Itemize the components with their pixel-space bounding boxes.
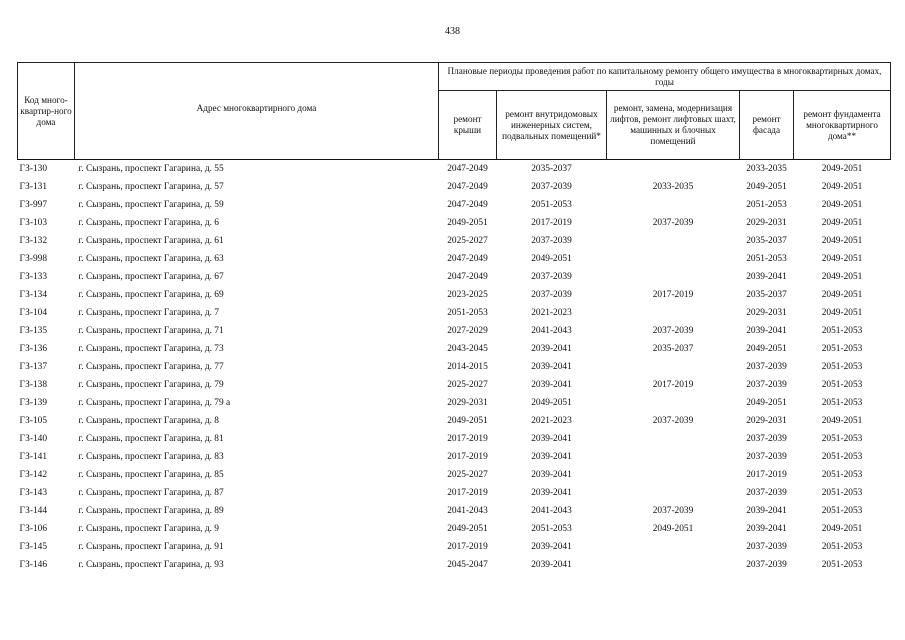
cell-roof: 2041-2043 bbox=[447, 506, 488, 516]
cell-engineering: 2049-2051 bbox=[531, 398, 572, 408]
cell-facade: 2037-2039 bbox=[746, 434, 787, 444]
cell-elevators: 2035-2037 bbox=[652, 344, 694, 354]
cell-code: ГЗ-130 bbox=[19, 164, 48, 174]
cell-address: г. Сызрань, проспект Гагарина, д. 69 bbox=[78, 290, 224, 300]
cell-code: ГЗ-132 bbox=[19, 236, 48, 246]
table-row bbox=[18, 178, 891, 196]
cell-code: ГЗ-103 bbox=[19, 218, 48, 228]
cell-code: ГЗ-143 bbox=[19, 488, 48, 498]
cell-elevators: 2033-2035 bbox=[652, 182, 694, 192]
cell-engineering: 2037-2039 bbox=[531, 290, 572, 300]
cell-code: ГЗ-136 bbox=[19, 344, 48, 354]
cell-elevators: 2037-2039 bbox=[652, 506, 694, 516]
table-row bbox=[18, 250, 891, 268]
cell-roof: 2045-2047 bbox=[447, 560, 488, 570]
cell-foundation: 2051-2053 bbox=[821, 398, 863, 408]
cell-roof: 2047-2049 bbox=[447, 182, 488, 192]
cell-facade: 2029-2031 bbox=[746, 308, 787, 318]
cell-elevators bbox=[607, 484, 740, 502]
table-row bbox=[18, 358, 891, 376]
table-row bbox=[18, 556, 891, 574]
cell-facade: 2051-2053 bbox=[746, 254, 787, 264]
cell-code: ГЗ-144 bbox=[19, 506, 48, 516]
cell-foundation: 2049-2051 bbox=[821, 200, 863, 210]
cell-facade: 2029-2031 bbox=[746, 416, 787, 426]
cell-roof: 2025-2027 bbox=[447, 380, 488, 390]
cell-code: ГЗ-133 bbox=[19, 272, 48, 282]
cell-address: г. Сызрань, проспект Гагарина, д. 7 bbox=[78, 308, 219, 318]
cell-engineering: 2039-2041 bbox=[531, 452, 572, 462]
cell-elevators bbox=[607, 268, 740, 286]
cell-foundation: 2049-2051 bbox=[821, 308, 863, 318]
cell-code: ГЗ-131 bbox=[19, 182, 48, 192]
cell-facade: 2049-2051 bbox=[746, 182, 787, 192]
cell-address: г. Сызрань, проспект Гагарина, д. 87 bbox=[78, 488, 224, 498]
cell-roof: 2025-2027 bbox=[447, 236, 488, 246]
cell-engineering: 2041-2043 bbox=[531, 506, 572, 516]
cell-foundation: 2051-2053 bbox=[821, 434, 863, 444]
cell-address: г. Сызрань, проспект Гагарина, д. 77 bbox=[78, 362, 224, 372]
cell-address: г. Сызрань, проспект Гагарина, д. 8 bbox=[78, 416, 219, 426]
cell-elevators bbox=[607, 196, 740, 214]
table-row bbox=[18, 232, 891, 250]
cell-roof: 2025-2027 bbox=[447, 470, 488, 480]
cell-foundation: 2051-2053 bbox=[821, 326, 863, 336]
cell-foundation: 2051-2053 bbox=[821, 488, 863, 498]
cell-address: г. Сызрань, проспект Гагарина, д. 6 bbox=[78, 218, 219, 228]
cell-elevators bbox=[607, 466, 740, 484]
cell-foundation: 2051-2053 bbox=[821, 560, 863, 570]
cell-engineering: 2041-2043 bbox=[531, 326, 572, 336]
table-row bbox=[18, 286, 891, 304]
cell-engineering: 2039-2041 bbox=[531, 434, 572, 444]
cell-foundation: 2049-2051 bbox=[821, 236, 863, 246]
cell-foundation: 2049-2051 bbox=[821, 524, 863, 534]
cell-engineering: 2021-2023 bbox=[531, 416, 572, 426]
cell-address: г. Сызрань, проспект Гагарина, д. 59 bbox=[78, 200, 224, 210]
cell-code: ГЗ-141 bbox=[19, 452, 48, 462]
table-row bbox=[18, 322, 891, 340]
cell-foundation: 2049-2051 bbox=[821, 164, 863, 174]
table-row bbox=[18, 214, 891, 232]
cell-foundation: 2051-2053 bbox=[821, 362, 863, 372]
cell-elevators: 2049-2051 bbox=[652, 524, 694, 534]
cell-roof: 2014-2015 bbox=[447, 362, 488, 372]
cell-engineering: 2035-2037 bbox=[531, 164, 572, 174]
cell-roof: 2027-2029 bbox=[447, 326, 488, 336]
cell-code: ГЗ-145 bbox=[19, 542, 48, 552]
cell-facade: 2033-2035 bbox=[746, 164, 787, 174]
cell-facade: 2037-2039 bbox=[746, 380, 787, 390]
cell-foundation: 2051-2053 bbox=[821, 470, 863, 480]
table-row bbox=[18, 466, 891, 484]
table-row bbox=[18, 412, 891, 430]
cell-engineering: 2039-2041 bbox=[531, 542, 572, 552]
cell-address: г. Сызрань, проспект Гагарина, д. 79 bbox=[78, 380, 224, 390]
header-elevators: ремонт, замена, модернизация лифтов, ремонт лифтовых шахт, машинных и блочных помещений bbox=[607, 91, 740, 160]
cell-code: ГЗ-139 bbox=[19, 398, 48, 408]
cell-facade: 2029-2031 bbox=[746, 218, 787, 228]
cell-engineering: 2049-2051 bbox=[531, 254, 572, 264]
cell-code: ГЗ-134 bbox=[19, 290, 48, 300]
cell-elevators bbox=[607, 394, 740, 412]
cell-facade: 2049-2051 bbox=[746, 398, 787, 408]
cell-roof: 2017-2019 bbox=[447, 452, 488, 462]
cell-address: г. Сызрань, проспект Гагарина, д. 81 bbox=[78, 434, 224, 444]
cell-roof: 2023-2025 bbox=[447, 290, 488, 300]
cell-elevators: 2037-2039 bbox=[652, 218, 694, 228]
cell-address: г. Сызрань, проспект Гагарина, д. 57 bbox=[78, 182, 224, 192]
cell-elevators: 2017-2019 bbox=[652, 290, 694, 300]
table-row bbox=[18, 304, 891, 322]
cell-facade: 2039-2041 bbox=[746, 272, 787, 282]
cell-roof: 2047-2049 bbox=[447, 272, 488, 282]
cell-foundation: 2049-2051 bbox=[821, 182, 863, 192]
header-foundation: ремонт фундамента многоквартирного дома** bbox=[794, 91, 891, 160]
cell-code: ГЗ-137 bbox=[19, 362, 48, 372]
page-number: 438 bbox=[445, 26, 460, 37]
cell-elevators bbox=[607, 250, 740, 268]
table-row bbox=[18, 196, 891, 214]
cell-roof: 2029-2031 bbox=[447, 398, 488, 408]
cell-address: г. Сызрань, проспект Гагарина, д. 71 bbox=[78, 326, 224, 336]
cell-roof: 2043-2045 bbox=[447, 344, 488, 354]
header-roof: ремонт крыши bbox=[439, 91, 497, 160]
cell-foundation: 2049-2051 bbox=[821, 254, 863, 264]
cell-address: г. Сызрань, проспект Гагарина, д. 67 bbox=[78, 272, 224, 282]
cell-foundation: 2051-2053 bbox=[821, 452, 863, 462]
cell-engineering: 2039-2041 bbox=[531, 470, 572, 480]
cell-code: ГЗ-106 bbox=[19, 524, 48, 534]
table-row bbox=[18, 502, 891, 520]
cell-facade: 2039-2041 bbox=[746, 506, 787, 516]
cell-code: ГЗ-142 bbox=[19, 470, 48, 480]
cell-elevators: 2037-2039 bbox=[652, 416, 694, 426]
cell-address: г. Сызрань, проспект Гагарина, д. 55 bbox=[78, 164, 224, 174]
cell-facade: 2035-2037 bbox=[746, 290, 787, 300]
cell-engineering: 2037-2039 bbox=[531, 182, 572, 192]
table-body bbox=[18, 160, 891, 575]
cell-address: г. Сызрань, проспект Гагарина, д. 73 bbox=[78, 344, 224, 354]
cell-code: ГЗ-997 bbox=[19, 200, 48, 210]
cell-foundation: 2051-2053 bbox=[821, 344, 863, 354]
cell-code: ГЗ-135 bbox=[19, 326, 48, 336]
cell-roof: 2047-2049 bbox=[447, 200, 488, 210]
table-row bbox=[18, 340, 891, 358]
cell-engineering: 2037-2039 bbox=[531, 236, 572, 246]
cell-elevators bbox=[607, 538, 740, 556]
cell-engineering: 2051-2053 bbox=[531, 524, 572, 534]
cell-facade: 2035-2037 bbox=[746, 236, 787, 246]
cell-engineering: 2021-2023 bbox=[531, 308, 572, 318]
header-address: Адрес многоквартирного дома bbox=[75, 63, 439, 160]
table-row bbox=[18, 448, 891, 466]
cell-elevators bbox=[607, 448, 740, 466]
cell-facade: 2037-2039 bbox=[746, 362, 787, 372]
capital-repair-table bbox=[17, 62, 891, 574]
cell-facade: 2037-2039 bbox=[746, 542, 787, 552]
cell-engineering: 2039-2041 bbox=[531, 362, 572, 372]
cell-address: г. Сызрань, проспект Гагарина, д. 93 bbox=[78, 560, 224, 570]
cell-engineering: 2039-2041 bbox=[531, 488, 572, 498]
table-row bbox=[18, 520, 891, 538]
cell-address: г. Сызрань, проспект Гагарина, д. 83 bbox=[78, 452, 224, 462]
header-periods-group: Плановые периоды проведения работ по капитальному ремонту общего имущества в многоквартирных домах, годы bbox=[439, 63, 891, 91]
cell-elevators bbox=[607, 556, 740, 574]
cell-facade: 2037-2039 bbox=[746, 488, 787, 498]
cell-address: г. Сызрань, проспект Гагарина, д. 91 bbox=[78, 542, 224, 552]
cell-foundation: 2049-2051 bbox=[821, 218, 863, 228]
cell-roof: 2017-2019 bbox=[447, 542, 488, 552]
cell-roof: 2017-2019 bbox=[447, 488, 488, 498]
cell-facade: 2037-2039 bbox=[746, 560, 787, 570]
cell-facade: 2039-2041 bbox=[746, 524, 787, 534]
cell-code: ГЗ-146 bbox=[19, 560, 48, 570]
cell-foundation: 2049-2051 bbox=[821, 272, 863, 282]
cell-address: г. Сызрань, проспект Гагарина, д. 61 bbox=[78, 236, 224, 246]
table-row bbox=[18, 430, 891, 448]
cell-roof: 2049-2051 bbox=[447, 218, 488, 228]
cell-address: г. Сызрань, проспект Гагарина, д. 63 bbox=[78, 254, 224, 264]
cell-code: ГЗ-104 bbox=[19, 308, 48, 318]
cell-address: г. Сызрань, проспект Гагарина, д. 85 bbox=[78, 470, 224, 480]
cell-engineering: 2039-2041 bbox=[531, 560, 572, 570]
header-facade: ремонт фасада bbox=[740, 91, 794, 160]
cell-elevators bbox=[607, 430, 740, 448]
cell-code: ГЗ-105 bbox=[19, 416, 48, 426]
cell-roof: 2017-2019 bbox=[447, 434, 488, 444]
cell-facade: 2051-2053 bbox=[746, 200, 787, 210]
cell-code: ГЗ-140 bbox=[19, 434, 48, 444]
table-row bbox=[18, 484, 891, 502]
table-row bbox=[18, 538, 891, 556]
cell-elevators: 2017-2019 bbox=[652, 380, 694, 390]
cell-facade: 2039-2041 bbox=[746, 326, 787, 336]
table-row bbox=[18, 268, 891, 286]
cell-foundation: 2051-2053 bbox=[821, 542, 863, 552]
cell-elevators: 2037-2039 bbox=[652, 326, 694, 336]
cell-engineering: 2037-2039 bbox=[531, 272, 572, 282]
header-engineering: ремонт внутридомовых инженерных систем, подвальных помещений* bbox=[497, 91, 607, 160]
cell-facade: 2017-2019 bbox=[746, 470, 787, 480]
cell-roof: 2049-2051 bbox=[447, 416, 488, 426]
cell-elevators bbox=[607, 232, 740, 250]
cell-elevators bbox=[607, 358, 740, 376]
cell-engineering: 2017-2019 bbox=[531, 218, 572, 228]
cell-foundation: 2051-2053 bbox=[821, 506, 863, 516]
cell-address: г. Сызрань, проспект Гагарина, д. 9 bbox=[78, 524, 219, 534]
cell-engineering: 2051-2053 bbox=[531, 200, 572, 210]
cell-facade: 2037-2039 bbox=[746, 452, 787, 462]
cell-facade: 2049-2051 bbox=[746, 344, 787, 354]
cell-code: ГЗ-138 bbox=[19, 380, 48, 390]
cell-address: г. Сызрань, проспект Гагарина, д. 79 а bbox=[78, 398, 231, 408]
cell-foundation: 2049-2051 bbox=[821, 290, 863, 300]
cell-roof: 2047-2049 bbox=[447, 164, 488, 174]
cell-address: г. Сызрань, проспект Гагарина, д. 89 bbox=[78, 506, 224, 516]
cell-roof: 2049-2051 bbox=[447, 524, 488, 534]
cell-roof: 2047-2049 bbox=[447, 254, 488, 264]
cell-engineering: 2039-2041 bbox=[531, 380, 572, 390]
table-row bbox=[18, 394, 891, 412]
table-row bbox=[18, 160, 891, 179]
cell-foundation: 2049-2051 bbox=[821, 416, 863, 426]
cell-elevators bbox=[607, 304, 740, 322]
cell-code: ГЗ-998 bbox=[19, 254, 48, 264]
header-code: Код много-квартир-ного дома bbox=[18, 63, 75, 160]
cell-roof: 2051-2053 bbox=[447, 308, 488, 318]
table-row bbox=[18, 376, 891, 394]
cell-elevators bbox=[607, 160, 740, 179]
cell-foundation: 2051-2053 bbox=[821, 380, 863, 390]
cell-engineering: 2039-2041 bbox=[531, 344, 572, 354]
